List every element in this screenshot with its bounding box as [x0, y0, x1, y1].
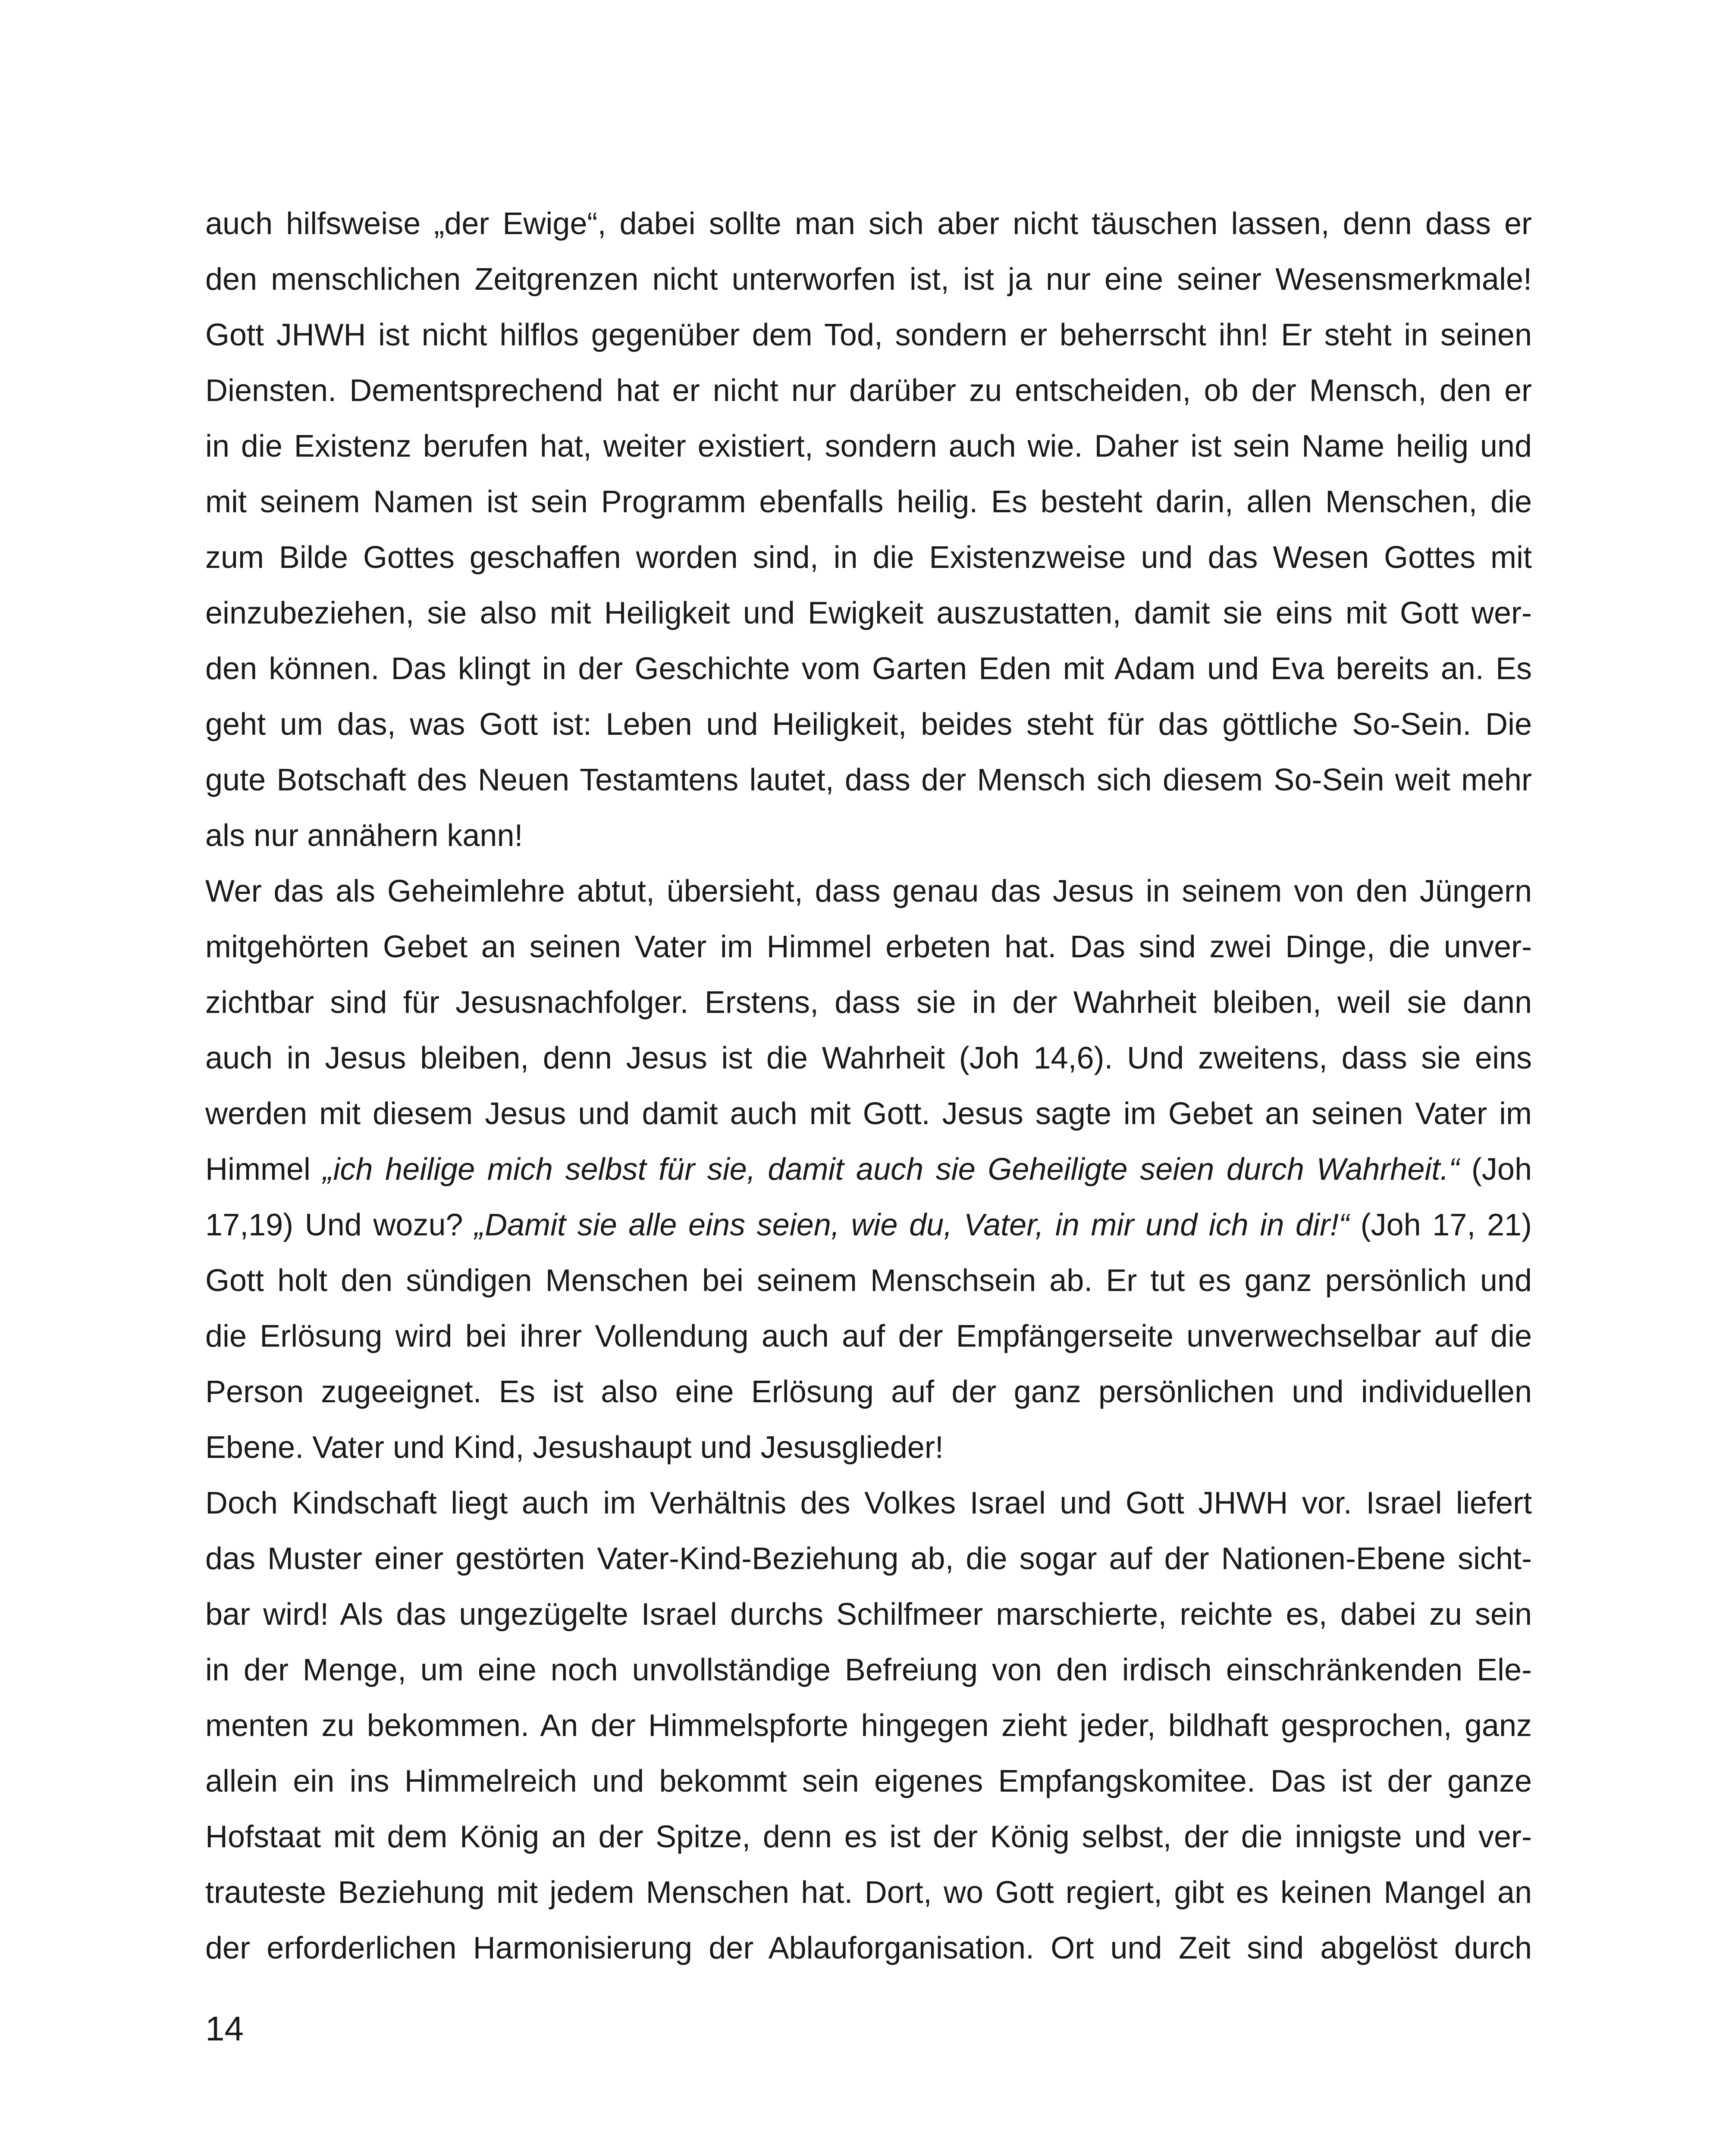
text-line [205, 1642, 1532, 1698]
line-text: (Joh [1459, 1152, 1532, 1187]
line-text: Wer das als Geheimlehre abtut, übersieht, dass genau das Jesus in seinem von den Jüngern [205, 874, 1532, 909]
text-line [205, 697, 1532, 752]
line-text: Doch Kindschaft liegt auch im Verhältnis des Volkes Israel und Gott JHWH vor. Israel liefert [205, 1486, 1532, 1520]
line-text: einzubeziehen, sie also mit Heiligkeit und Ewigkeit auszustatten, damit sie eins mit Gott wer- [205, 596, 1532, 630]
paragraph [205, 864, 1532, 1476]
line-text: 17,19) Und wozu? [205, 1208, 475, 1242]
line-text: (Joh 17, 21) [1349, 1208, 1532, 1242]
text-line [205, 1086, 1532, 1142]
line-text: geht um das, was Gott ist: Leben und Heiligkeit, beides steht für das göttliche So-Sein. Die [205, 707, 1532, 742]
text-line [205, 1420, 1532, 1476]
line-text: die Erlösung wird bei ihrer Vollendung auch auf der Empfängerseite unverwechselbar auf die [205, 1319, 1532, 1354]
line-text: Person zugeeignet. Es ist also eine Erlösung auf der ganz persönlichen und individuellen [205, 1375, 1532, 1409]
text-line [205, 864, 1532, 919]
text-line [205, 1587, 1532, 1642]
body-text [205, 196, 1532, 1976]
page-number: 14 [205, 2009, 244, 2048]
line-text: mitgehörten Gebet an seinen Vater im Himmel erbeten hat. Das sind zwei Dinge, die unver- [205, 930, 1532, 964]
line-text: mit seinem Namen ist sein Programm ebenfalls heilig. Es besteht darin, allen Menschen, die [205, 485, 1532, 519]
line-text: auch in Jesus bleiben, denn Jesus ist die Wahrheit (Joh 14,6). Und zweitens, dass sie eins [205, 1041, 1532, 1075]
text-line [205, 530, 1532, 586]
text-line [205, 1865, 1532, 1921]
line-text: in der Menge, um eine noch unvollständige Befreiung von den irdisch einschränkenden Ele- [205, 1653, 1532, 1687]
text-line [205, 975, 1532, 1031]
text-line [205, 196, 1532, 252]
text-line [205, 1197, 1532, 1253]
line-text: als nur annähern kann! [205, 818, 523, 853]
text-line [205, 1531, 1532, 1587]
line-text: der erforderlichen Harmonisierung der Ablauforganisation. Ort und Zeit sind abgelöst durch [205, 1931, 1532, 1965]
line-text: den menschlichen Zeitgrenzen nicht unterworfen ist, ist ja nur eine seiner Wesensmerkmale! [205, 262, 1532, 297]
text-line [205, 419, 1532, 474]
line-text: Gott JHWH ist nicht hilflos gegenüber dem Tod, sondern er beherrscht ihn! Er steht in seinen [205, 318, 1532, 352]
text-line [205, 586, 1532, 641]
paragraph [205, 1476, 1532, 1976]
text-line [205, 919, 1532, 975]
text-line [205, 1476, 1532, 1531]
text-line [205, 752, 1532, 808]
text-line [205, 252, 1532, 307]
line-text: Hofstaat mit dem König an der Spitze, denn es ist der König selbst, der die innigste und ver- [205, 1820, 1532, 1854]
text-line [205, 474, 1532, 530]
line-text: gute Botschaft des Neuen Testamtens lautet, dass der Mensch sich diesem So-Sein weit mehr [205, 763, 1532, 797]
line-text: bar wird! Als das ungezügelte Israel durchs Schilfmeer marschierte, reichte es, dabei zu sein [205, 1597, 1532, 1632]
text-line [205, 1309, 1532, 1364]
line-text: zum Bilde Gottes geschaffen worden sind, in die Existenzweise und das Wesen Gottes mit [205, 540, 1532, 575]
text-line [205, 1754, 1532, 1809]
quote-text: „ich heilige mich selbst für sie, damit auch sie Geheiligte seien durch Wahrheit.“ [323, 1152, 1459, 1187]
text-line [205, 1142, 1532, 1197]
line-text: den können. Das klingt in der Geschichte vom Garten Eden mit Adam und Eva bereits an. Es [205, 652, 1532, 686]
text-line [205, 1253, 1532, 1309]
line-text: allein ein ins Himmelreich und bekommt sein eigenes Empfangskomitee. Das ist der ganze [205, 1764, 1532, 1799]
text-line [205, 1031, 1532, 1086]
text-line [205, 1809, 1532, 1865]
text-line [205, 363, 1532, 419]
line-text: das Muster einer gestörten Vater-Kind-Beziehung ab, die sogar auf der Nationen-Ebene sicht- [205, 1542, 1532, 1576]
line-text: in die Existenz berufen hat, weiter existiert, sondern auch wie. Daher ist sein Name heilig und [205, 429, 1532, 464]
quote-text: „Damit sie alle eins seien, wie du, Vater, in mir und ich in dir!“ [474, 1208, 1349, 1242]
line-text: Diensten. Dementsprechend hat er nicht nur darüber zu entscheiden, ob der Mensch, den er [205, 373, 1532, 408]
line-text: auch hilfsweise „der Ewige“, dabei sollte man sich aber nicht täuschen lassen, denn dass er [205, 207, 1532, 241]
line-text: Ebene. Vater und Kind, Jesushaupt und Jesusglieder! [205, 1430, 944, 1465]
line-text: trauteste Beziehung mit jedem Menschen hat. Dort, wo Gott regiert, gibt es keinen Mangel an [205, 1875, 1532, 1910]
paragraph [205, 196, 1532, 864]
text-line [205, 1364, 1532, 1420]
text-line [205, 1698, 1532, 1754]
text-line [205, 641, 1532, 697]
text-line [205, 808, 1532, 864]
line-text: Himmel [205, 1152, 323, 1187]
line-text: werden mit diesem Jesus und damit auch mit Gott. Jesus sagte im Gebet an seinen Vater im [205, 1097, 1532, 1131]
line-text: zichtbar sind für Jesusnachfolger. Erstens, dass sie in der Wahrheit bleiben, weil sie dann [205, 985, 1532, 1020]
text-line [205, 307, 1532, 363]
text-line [205, 1921, 1532, 1976]
line-text: menten zu bekommen. An der Himmelspforte hingegen zieht jeder, bildhaft gesprochen, ganz [205, 1708, 1532, 1743]
line-text: Gott holt den sündigen Menschen bei seinem Menschsein ab. Er tut es ganz persönlich und [205, 1263, 1532, 1298]
